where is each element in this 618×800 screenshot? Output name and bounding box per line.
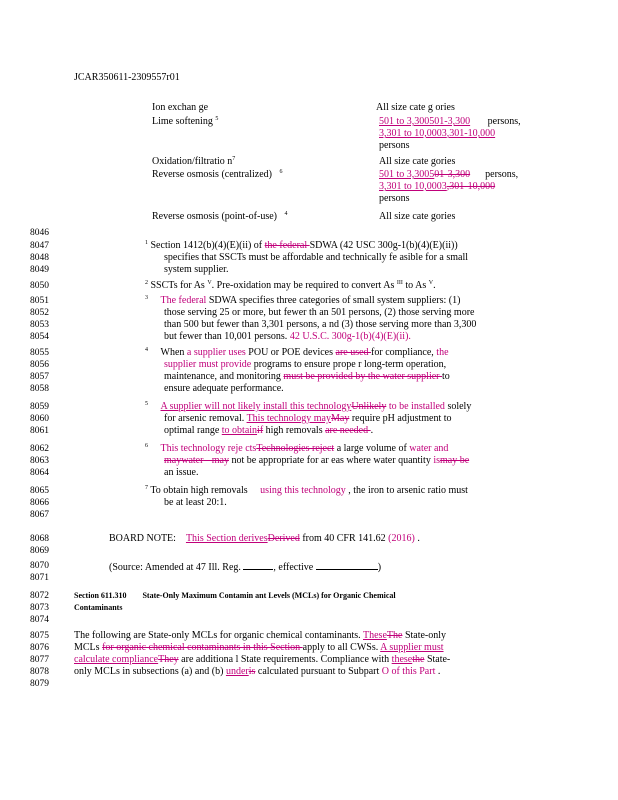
line-number: 8066 xyxy=(30,498,49,508)
line-number: 8060 xyxy=(30,414,49,424)
size-ion-exchange: All size cate g ories xyxy=(376,102,455,113)
line-number: 8070 xyxy=(30,561,49,571)
line-number: 8051 xyxy=(30,296,49,306)
body-line-4: only MCLs in subsections (a) and (b) underis calculated pursuant to Subpart O of this Part . xyxy=(74,666,441,677)
line-number: 8048 xyxy=(30,253,49,263)
line-number: 8067 xyxy=(30,510,49,520)
line-number: 8059 xyxy=(30,402,49,412)
body-line-1: The following are State-only MCLs for organic chemical contaminants. TheseThe State-only xyxy=(74,630,447,641)
board-note: BOARD NOTE: This Section derivesDerived from 40 CFR 141.62 (2016) . xyxy=(109,533,420,544)
tech-ion-exchange: Ion exchan ge xyxy=(152,102,209,113)
tech-oxidation-filtration: Oxidation/filtratio $n^7$ xyxy=(152,156,236,167)
line-number: 8073 xyxy=(30,603,49,613)
section-heading: Section 611.310 State-Only Maximum Contamin ant Levels (MCLs) for Organic Chemical xyxy=(74,591,396,600)
size-lime-softening: 501 to 3,300501-3,300 persons, xyxy=(379,116,521,127)
body-line-2: MCLs for organic chemical contaminants in this Section apply to all CWSs. A supplier must xyxy=(74,642,444,653)
line-number: 8069 xyxy=(30,546,49,556)
document-id: JCAR350611-2309557r01 xyxy=(74,72,180,83)
line-number: 8055 xyxy=(30,348,49,358)
tech-lime-softening: Lime softening $^5$ xyxy=(152,116,219,127)
line-number: 8071 xyxy=(30,573,49,583)
line-number: 8072 xyxy=(30,591,49,601)
line-number: 8058 xyxy=(30,384,49,394)
line-number: 8049 xyxy=(30,265,49,275)
footnote-5: $^5$ A supplier will not likely install this technologyUnlikely to be installed solely xyxy=(145,401,472,412)
line-number: 8047 xyxy=(30,241,49,251)
line-number: 8063 xyxy=(30,456,49,466)
tech-ro-centralized: Reverse osmosis (centralized) $^6$ xyxy=(152,169,283,180)
line-number: 8077 xyxy=(30,655,49,665)
source-note: (Source: Amended at 47 Ill. Reg. , effective ) xyxy=(109,562,382,573)
footnote-6: $^6$ This technology reje ctsTechnologies reject a large volume of water and xyxy=(145,443,449,454)
line-number: 8068 xyxy=(30,534,49,544)
footnote-3: $^3$ The federal SDWA specifies three categories of small system suppliers: (1) xyxy=(145,295,461,306)
line-number: 8064 xyxy=(30,468,49,478)
line-number: 8053 xyxy=(30,320,49,330)
line-number: 8065 xyxy=(30,486,49,496)
line-number: 8076 xyxy=(30,643,49,653)
footnote-7: $^7$ To obtain high removals using this technology , the iron to arsenic ratio must xyxy=(145,485,468,496)
line-number: 8056 xyxy=(30,360,49,370)
line-number: 8052 xyxy=(30,308,49,318)
footnote-1: $^1$ Section 1412(b)(4)(E)(ii) of the federal SDWA (42 USC 300g-1(b)(4)(E)(ii)) xyxy=(145,240,458,251)
footnote-4: $^4$ When a supplier uses POU or POE devices are used for compliance, the xyxy=(145,347,449,358)
line-number: 8046 xyxy=(30,228,49,238)
line-number: 8078 xyxy=(30,667,49,677)
line-number: 8075 xyxy=(30,631,49,641)
line-number: 8074 xyxy=(30,615,49,625)
footnote-2: $^2$ SSCTs for As $^V$. Pre-oxidation may be required to convert As $^{III}$ to As $^V$. xyxy=(145,280,436,291)
line-number: 8057 xyxy=(30,372,49,382)
line-number: 8061 xyxy=(30,426,49,436)
line-number: 8079 xyxy=(30,679,49,689)
body-line-3: calculate complianceThey are additiona l State requirements. Compliance with thesethe State- xyxy=(74,654,451,665)
tech-ro-pou: Reverse osmosis (point-of-use) $^4$ xyxy=(152,211,288,222)
line-number: 8050 xyxy=(30,281,49,291)
line-number: 8062 xyxy=(30,444,49,454)
line-number: 8054 xyxy=(30,332,49,342)
